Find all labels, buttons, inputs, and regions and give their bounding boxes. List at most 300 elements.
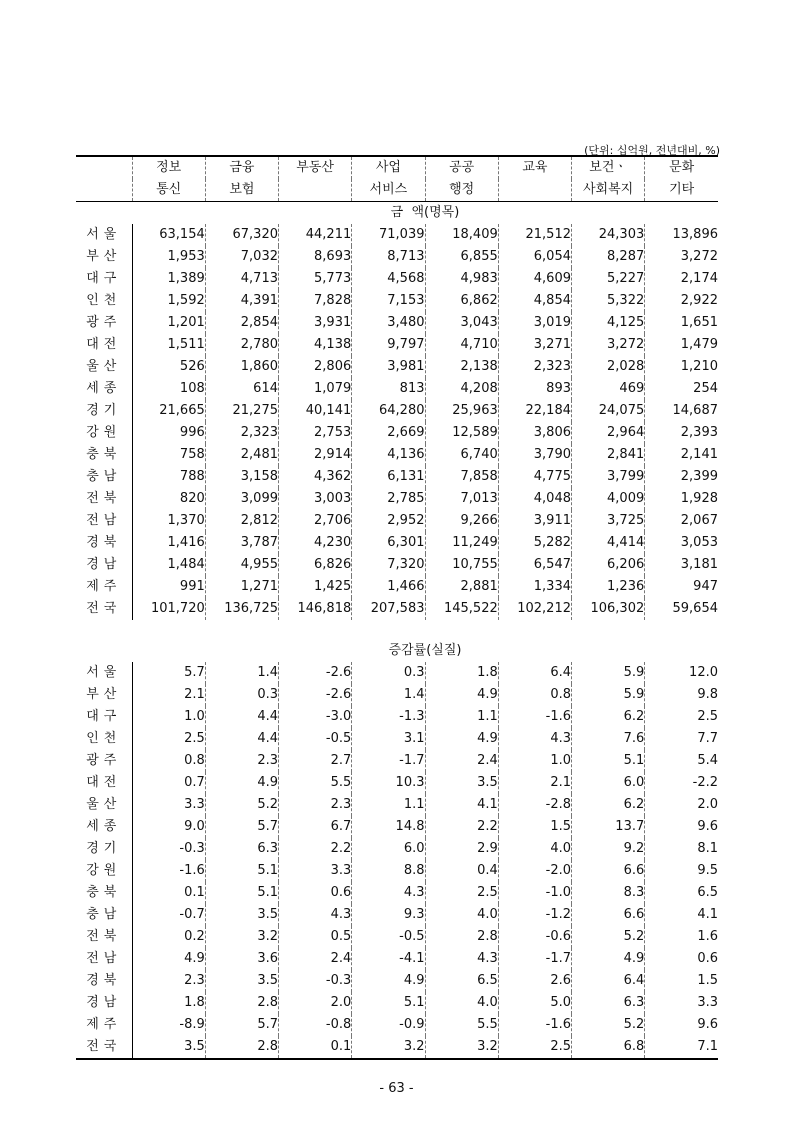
value-cell: 4,710: [425, 334, 498, 356]
value-cell: -1.6: [179, 863, 205, 878]
value-cell: 1,860: [205, 356, 278, 378]
value-cell: 5.7: [205, 1014, 278, 1036]
value-cell: 0.3: [205, 684, 278, 706]
value-cell: 2,952: [352, 510, 425, 532]
value-cell: 4,125: [572, 312, 645, 334]
region-label: 충북: [76, 444, 132, 466]
region-label: 전남: [76, 948, 132, 970]
value-cell: 2.8: [425, 926, 498, 948]
value-cell: 101,720: [150, 601, 205, 616]
table-row: [76, 860, 718, 882]
table-row: [76, 334, 718, 356]
table-row: [76, 268, 718, 290]
value-cell: 9.3: [352, 904, 425, 926]
value-cell: 2.4: [279, 948, 352, 970]
value-cell: 7.7: [645, 728, 718, 750]
value-cell: 6.4: [572, 970, 645, 992]
table-row: [76, 882, 718, 904]
section-title-row: [76, 640, 718, 662]
region-label: 부산: [76, 246, 132, 268]
value-cell: 2,669: [352, 422, 425, 444]
value-cell: 24,303: [572, 224, 645, 246]
section-title-blank: [76, 640, 132, 662]
region-label: 경북: [76, 532, 132, 554]
value-cell: 4.4: [205, 728, 278, 750]
table-row: [76, 706, 718, 728]
value-cell: 1.8: [184, 995, 205, 1010]
value-cell: -1.3: [352, 706, 425, 728]
section-title: 금 액(명목): [390, 205, 460, 220]
value-cell: 4,048: [498, 488, 571, 510]
value-cell: 2.3: [279, 794, 352, 816]
value-cell: 2,964: [572, 422, 645, 444]
value-cell: 5.2: [572, 1014, 645, 1036]
value-cell: 9.0: [184, 819, 205, 834]
value-cell: 3.5: [425, 772, 498, 794]
value-cell: 2.8: [205, 1036, 278, 1059]
region-label: 제주: [76, 576, 132, 598]
value-cell: 2.1: [498, 772, 571, 794]
value-cell: 6.7: [279, 816, 352, 838]
region-label: 서울: [76, 224, 132, 246]
value-cell: 5.0: [498, 992, 571, 1014]
value-cell: 1,479: [645, 334, 718, 356]
region-label: 부산: [76, 684, 132, 706]
value-cell: 3,806: [498, 422, 571, 444]
value-cell: 6.5: [645, 882, 718, 904]
value-cell: 7,032: [205, 246, 278, 268]
value-cell: 6.2: [572, 794, 645, 816]
section-title-row: [76, 202, 718, 225]
value-cell: -2.0: [498, 860, 571, 882]
region-label: 제주: [76, 1014, 132, 1036]
table-row: [76, 290, 718, 312]
table-row: [76, 728, 718, 750]
value-cell: 3.6: [205, 948, 278, 970]
value-cell: 1,416: [167, 535, 205, 550]
value-cell: 4.3: [279, 904, 352, 926]
value-cell: 0.4: [425, 860, 498, 882]
region-label: 충남: [76, 466, 132, 488]
value-cell: 6,855: [425, 246, 498, 268]
value-cell: 5.1: [572, 750, 645, 772]
value-cell: 21,512: [498, 224, 571, 246]
value-cell: 5.7: [205, 816, 278, 838]
value-cell: 7,153: [352, 290, 425, 312]
value-cell: 11,249: [425, 532, 498, 554]
value-cell: 8,287: [572, 246, 645, 268]
value-cell: 6.8: [572, 1036, 645, 1059]
region-label: 세종: [76, 816, 132, 838]
value-cell: 8.3: [572, 882, 645, 904]
value-cell: 2,481: [205, 444, 278, 466]
value-cell: 3,725: [572, 510, 645, 532]
value-cell: 3.5: [132, 1036, 205, 1059]
value-cell: -1.7: [498, 948, 571, 970]
value-cell: 7,858: [425, 466, 498, 488]
value-cell: 9,797: [352, 334, 425, 356]
value-cell: 4,009: [572, 488, 645, 510]
column-header-sub: 통신: [132, 179, 205, 202]
value-cell: 0.8: [498, 684, 571, 706]
value-cell: 5.9: [572, 684, 645, 706]
value-cell: 8.8: [352, 860, 425, 882]
value-cell: 5.1: [205, 860, 278, 882]
value-cell: 1.0: [184, 709, 205, 724]
table-row: [76, 1014, 718, 1036]
value-cell: -0.9: [352, 1014, 425, 1036]
value-cell: 3,158: [205, 466, 278, 488]
value-cell: 1,389: [167, 271, 205, 286]
value-cell: 2,028: [572, 356, 645, 378]
value-cell: 3,911: [498, 510, 571, 532]
region-label: 대구: [76, 706, 132, 728]
value-cell: 1,484: [167, 557, 205, 572]
value-cell: -4.1: [352, 948, 425, 970]
value-cell: 2.0: [279, 992, 352, 1014]
value-cell: 4,955: [205, 554, 278, 576]
column-header-sub: 보험: [205, 179, 278, 202]
region-label: 충북: [76, 882, 132, 904]
value-cell: 758: [179, 447, 205, 462]
value-cell: 4.1: [425, 794, 498, 816]
value-cell: 2.9: [425, 838, 498, 860]
value-cell: 2.1: [184, 687, 205, 702]
value-cell: 1.8: [425, 662, 498, 684]
value-cell: 1,079: [279, 378, 352, 400]
value-cell: 14.8: [352, 816, 425, 838]
value-cell: 1.5: [498, 816, 571, 838]
value-cell: 14,687: [645, 400, 718, 422]
value-cell: 5,227: [572, 268, 645, 290]
value-cell: 21,665: [159, 403, 205, 418]
table-row: [76, 400, 718, 422]
value-cell: 2,138: [425, 356, 498, 378]
value-cell: 8,693: [279, 246, 352, 268]
value-cell: 1,271: [205, 576, 278, 598]
value-cell: 9,266: [425, 510, 498, 532]
value-cell: 3,981: [352, 356, 425, 378]
value-cell: 5.4: [645, 750, 718, 772]
region-label: 전국: [76, 1036, 132, 1059]
value-cell: 1,425: [279, 576, 352, 598]
value-cell: 1,511: [167, 337, 205, 352]
value-cell: 1,592: [167, 293, 205, 308]
column-header: 부동산: [279, 156, 352, 179]
value-cell: 4.0: [498, 838, 571, 860]
table-row: [76, 904, 718, 926]
value-cell: 10.3: [352, 772, 425, 794]
column-header: 교육: [498, 156, 571, 179]
value-cell: 7.1: [645, 1036, 718, 1059]
value-cell: 0.2: [184, 929, 205, 944]
value-cell: 3,271: [498, 334, 571, 356]
table-row: [76, 378, 718, 400]
table-row: [76, 598, 718, 620]
value-cell: 991: [179, 579, 205, 594]
value-cell: 4,136: [352, 444, 425, 466]
value-cell: 4.3: [498, 728, 571, 750]
value-cell: 2,841: [572, 444, 645, 466]
value-cell: 5.5: [279, 772, 352, 794]
value-cell: 5,773: [279, 268, 352, 290]
value-cell: 5.7: [184, 665, 205, 680]
column-header: 사업: [352, 156, 425, 179]
value-cell: 614: [205, 378, 278, 400]
value-cell: 13,896: [645, 224, 718, 246]
value-cell: 3.2: [425, 1036, 498, 1059]
value-cell: 3,480: [352, 312, 425, 334]
value-cell: 5,282: [498, 532, 571, 554]
value-cell: 3,272: [572, 334, 645, 356]
value-cell: 3,019: [498, 312, 571, 334]
value-cell: 2.0: [645, 794, 718, 816]
value-cell: 6.3: [205, 838, 278, 860]
table-body: [76, 202, 718, 1060]
value-cell: 4.0: [425, 904, 498, 926]
value-cell: 3.5: [205, 904, 278, 926]
value-cell: 9.8: [645, 684, 718, 706]
value-cell: 4,362: [279, 466, 352, 488]
value-cell: 21,275: [205, 400, 278, 422]
value-cell: 2.7: [279, 750, 352, 772]
value-cell: 1,953: [167, 249, 205, 264]
value-cell: 2.6: [498, 970, 571, 992]
value-cell: 9.2: [572, 838, 645, 860]
value-cell: 3,799: [572, 466, 645, 488]
value-cell: 3.3: [279, 860, 352, 882]
value-cell: 10,755: [425, 554, 498, 576]
table-row: [76, 772, 718, 794]
value-cell: 6.3: [572, 992, 645, 1014]
value-cell: 1.1: [425, 706, 498, 728]
value-cell: 4,568: [352, 268, 425, 290]
region-label: 전국: [76, 598, 132, 620]
value-cell: -1.6: [498, 1014, 571, 1036]
value-cell: 3,043: [425, 312, 498, 334]
column-header-sub: 기타: [645, 179, 718, 202]
section-title-blank: [76, 202, 132, 225]
value-cell: 3.2: [352, 1036, 425, 1059]
value-cell: 3.5: [205, 970, 278, 992]
value-cell: 2,399: [645, 466, 718, 488]
value-cell: 5.2: [572, 926, 645, 948]
value-cell: -0.3: [279, 970, 352, 992]
region-label: 인천: [76, 290, 132, 312]
value-cell: 6,862: [425, 290, 498, 312]
table-row: [76, 684, 718, 706]
unit-caption: (단위: 십억원, 전년대비, %): [584, 144, 720, 157]
value-cell: -3.0: [279, 706, 352, 728]
table-row: [76, 926, 718, 948]
value-cell: 2.2: [425, 816, 498, 838]
value-cell: 1,370: [167, 513, 205, 528]
value-cell: 469: [572, 378, 645, 400]
table-row: [76, 444, 718, 466]
value-cell: 5.1: [352, 992, 425, 1014]
table-row: [76, 838, 718, 860]
value-cell: 136,725: [205, 598, 278, 620]
value-cell: 4.0: [425, 992, 498, 1014]
value-cell: 1,651: [645, 312, 718, 334]
value-cell: -2.6: [279, 662, 352, 684]
table-row: [76, 422, 718, 444]
region-label: 세종: [76, 378, 132, 400]
value-cell: 4,983: [425, 268, 498, 290]
table-row: [76, 970, 718, 992]
value-cell: 1,236: [572, 576, 645, 598]
value-cell: 7,013: [425, 488, 498, 510]
value-cell: 2,881: [425, 576, 498, 598]
value-cell: 4.4: [205, 706, 278, 728]
value-cell: 4,775: [498, 466, 571, 488]
region-label: 전북: [76, 926, 132, 948]
value-cell: 3,053: [645, 532, 718, 554]
value-cell: 4.9: [352, 970, 425, 992]
value-cell: 5,322: [572, 290, 645, 312]
value-cell: 254: [645, 378, 718, 400]
region-label: 전북: [76, 488, 132, 510]
value-cell: 2.3: [205, 750, 278, 772]
value-cell: 4,208: [425, 378, 498, 400]
column-header-sub: 행정: [425, 179, 498, 202]
region-label: 충남: [76, 904, 132, 926]
value-cell: 2.5: [184, 731, 205, 746]
table-row: [76, 750, 718, 772]
value-cell: 64,280: [352, 400, 425, 422]
regional-industry-table: [76, 155, 718, 1060]
table-row: [76, 1036, 718, 1059]
value-cell: 18,409: [425, 224, 498, 246]
value-cell: -2.6: [279, 684, 352, 706]
value-cell: 2.2: [279, 838, 352, 860]
region-label: 울산: [76, 356, 132, 378]
value-cell: 6,131: [352, 466, 425, 488]
value-cell: 0.7: [184, 775, 205, 790]
value-cell: 3.3: [645, 992, 718, 1014]
value-cell: 3,790: [498, 444, 571, 466]
value-cell: -1.0: [498, 882, 571, 904]
table-row: [76, 488, 718, 510]
value-cell: 6.5: [425, 970, 498, 992]
value-cell: 5.5: [425, 1014, 498, 1036]
value-cell: 106,302: [572, 598, 645, 620]
region-label: 경북: [76, 970, 132, 992]
value-cell: 6,054: [498, 246, 571, 268]
value-cell: 2,323: [498, 356, 571, 378]
value-cell: 12.0: [645, 662, 718, 684]
value-cell: 5.9: [572, 662, 645, 684]
column-header: 보건ㆍ: [572, 156, 645, 179]
value-cell: 788: [179, 469, 205, 484]
value-cell: 6.4: [498, 662, 571, 684]
value-cell: -0.5: [352, 926, 425, 948]
value-cell: 44,211: [279, 224, 352, 246]
value-cell: -0.6: [498, 926, 571, 948]
value-cell: 25,963: [425, 400, 498, 422]
value-cell: 2,753: [279, 422, 352, 444]
value-cell: 0.6: [645, 948, 718, 970]
value-cell: 9.6: [645, 816, 718, 838]
value-cell: 2,806: [279, 356, 352, 378]
value-cell: 13.7: [572, 816, 645, 838]
value-cell: 4,854: [498, 290, 571, 312]
value-cell: -0.3: [179, 841, 205, 856]
table-row: [76, 532, 718, 554]
value-cell: 1.4: [352, 684, 425, 706]
value-cell: 3.3: [184, 797, 205, 812]
value-cell: 6,206: [572, 554, 645, 576]
value-cell: 4,230: [279, 532, 352, 554]
table-row: [76, 312, 718, 334]
value-cell: 2,785: [352, 488, 425, 510]
column-header-sub: [498, 179, 571, 202]
value-cell: 2,323: [205, 422, 278, 444]
value-cell: 2,706: [279, 510, 352, 532]
value-cell: 8,713: [352, 246, 425, 268]
value-cell: 3,003: [279, 488, 352, 510]
section-title: 증감률(실질): [388, 643, 462, 658]
column-header: 문화: [645, 156, 718, 179]
value-cell: 4.9: [425, 728, 498, 750]
region-label: 대전: [76, 772, 132, 794]
value-cell: 7,320: [352, 554, 425, 576]
value-cell: 893: [498, 378, 571, 400]
corner-cell: [76, 179, 132, 202]
value-cell: -2.8: [498, 794, 571, 816]
value-cell: 3,787: [205, 532, 278, 554]
value-cell: 2,914: [279, 444, 352, 466]
value-cell: 102,212: [498, 598, 571, 620]
value-cell: -1.7: [352, 750, 425, 772]
value-cell: 1,928: [645, 488, 718, 510]
column-header-sub: [279, 179, 352, 202]
region-label: 강원: [76, 422, 132, 444]
value-cell: 22,184: [498, 400, 571, 422]
value-cell: 0.5: [279, 926, 352, 948]
column-header-sub: 사회복지: [572, 179, 645, 202]
value-cell: 6.2: [572, 706, 645, 728]
region-label: 대구: [76, 268, 132, 290]
value-cell: 8.1: [645, 838, 718, 860]
value-cell: 0.8: [184, 753, 205, 768]
value-cell: -8.9: [179, 1017, 205, 1032]
value-cell: 7,828: [279, 290, 352, 312]
value-cell: 1,210: [645, 356, 718, 378]
value-cell: 146,818: [279, 598, 352, 620]
value-cell: 3,181: [645, 554, 718, 576]
value-cell: 947: [645, 576, 718, 598]
value-cell: -1.2: [498, 904, 571, 926]
table-row: [76, 992, 718, 1014]
value-cell: 0.1: [184, 885, 205, 900]
value-cell: 2.3: [184, 973, 205, 988]
value-cell: 2,922: [645, 290, 718, 312]
value-cell: 1.0: [498, 750, 571, 772]
value-cell: 63,154: [159, 227, 205, 242]
value-cell: 3.1: [352, 728, 425, 750]
value-cell: 4,609: [498, 268, 571, 290]
value-cell: 59,654: [645, 598, 718, 620]
value-cell: 6.0: [352, 838, 425, 860]
region-label: 인천: [76, 728, 132, 750]
spacer-cell: [76, 620, 718, 640]
value-cell: 0.6: [279, 882, 352, 904]
value-cell: 4.3: [425, 948, 498, 970]
region-label: 대전: [76, 334, 132, 356]
region-label: 광주: [76, 750, 132, 772]
table-header: [76, 156, 718, 202]
